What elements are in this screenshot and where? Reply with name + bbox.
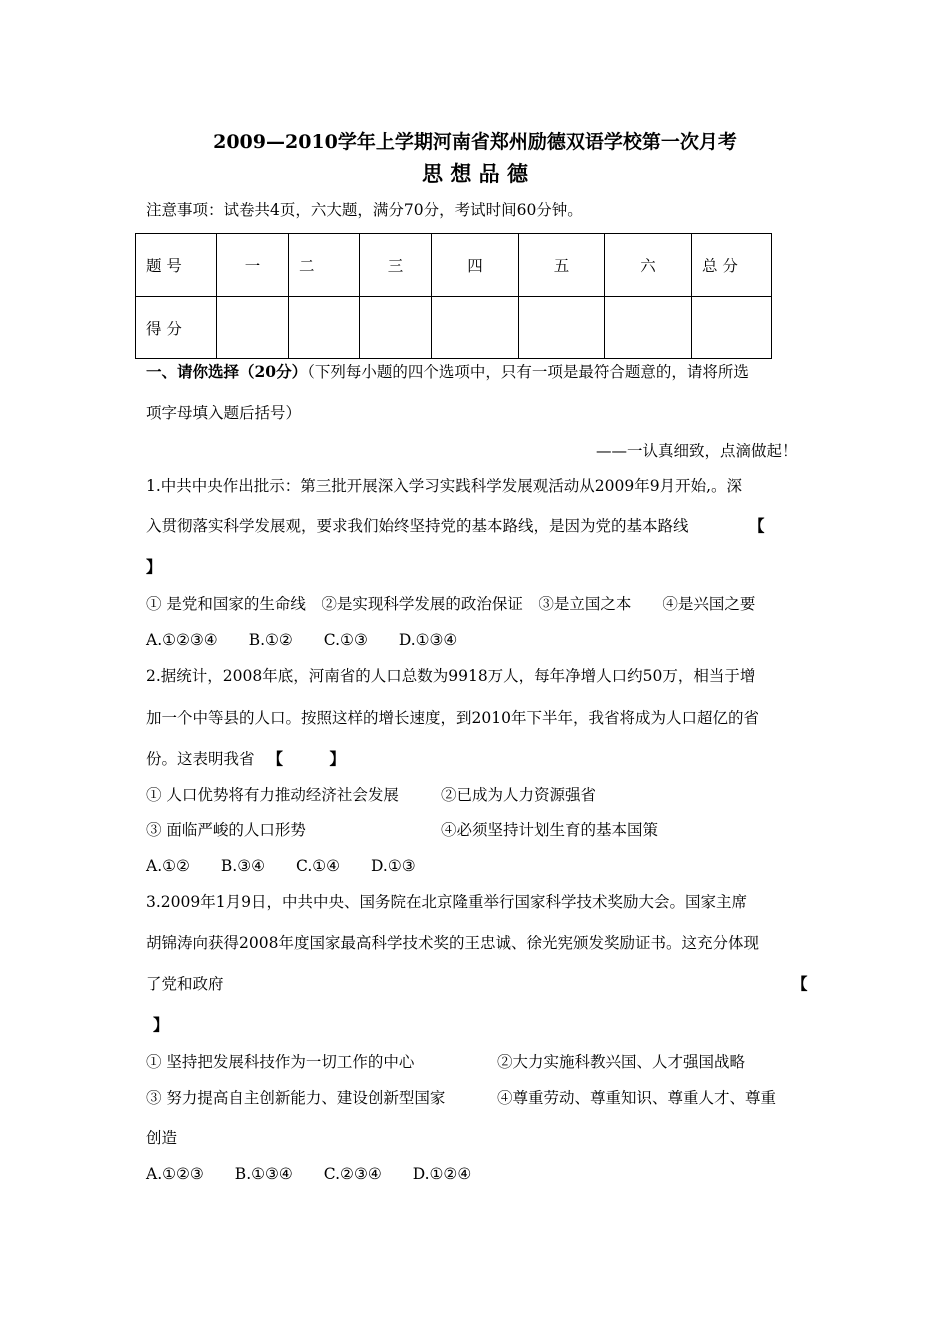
column-header: 四 xyxy=(432,234,519,297)
score-cell[interactable] xyxy=(605,297,692,359)
score-table-header-row xyxy=(136,234,772,297)
column-header: 总 分 xyxy=(692,234,772,297)
q1-answer-bracket-close: 】 xyxy=(146,557,162,576)
score-table-score-row xyxy=(136,297,772,359)
q1-stem-line1: 1.中共中央作出批示：第三批开展深入学习实践科学发展观活动从2009年9月开始,。深 xyxy=(146,477,743,495)
q3-stem-line3: 了党和政府 xyxy=(146,975,224,993)
section-instruction-line2: 项字母填入题后括号） xyxy=(146,404,302,422)
q2-stem-text: 份。这表明我省 xyxy=(146,750,255,768)
score-cell[interactable] xyxy=(692,297,772,359)
q2-answer-bracket[interactable]: 【 】 xyxy=(267,749,345,768)
score-cell[interactable] xyxy=(519,297,605,359)
section-instruction-line1 xyxy=(146,362,749,382)
column-header: 二 xyxy=(289,234,360,297)
q3-stem-line1: 3.2009年1月9日，中共中央、国务院在北京隆重举行国家科学技术奖励大会。国家主席 xyxy=(146,893,747,911)
row-label-number: 题 号 xyxy=(136,234,217,297)
q2-stem-line2: 加一个中等县的人口。按照这样的增长速度，到2010年下半年，我省将成为人口超亿的省 xyxy=(146,709,759,727)
score-cell[interactable] xyxy=(289,297,360,359)
q1-stem-line2: 入贯彻落实科学发展观，要求我们始终坚持党的基本路线，是因为党的基本路线 xyxy=(146,517,689,535)
score-cell[interactable] xyxy=(432,297,519,359)
q2-stem-line3 xyxy=(146,749,345,769)
section-heading: 一、请你选择（20分） xyxy=(146,362,308,381)
q3-choices: A.①②③ B.①③④ C.②③④ D.①②④ xyxy=(146,1165,472,1183)
q3-option-4: ④尊重劳动、尊重知识、尊重人才、尊重 xyxy=(497,1089,777,1107)
column-header: 五 xyxy=(519,234,605,297)
q2-stem-line1: 2.据统计，2008年底，河南省的人口总数为9918万人，每年净增人口约50万，相当于增 xyxy=(146,667,756,685)
subject-title: 思 想 品 德 xyxy=(422,161,528,186)
q1-answer-bracket-open[interactable]: 【 xyxy=(749,516,765,535)
q3-option-2: ②大力实施科教兴国、人才强国战略 xyxy=(497,1053,746,1071)
q2-option-2: ②已成为人力资源强省 xyxy=(441,786,597,804)
q1-choices: A.①②③④ B.①② C.①③ D.①③④ xyxy=(146,631,458,649)
exam-notice: 注意事项：试卷共4页，六大题，满分70分，考试时间60分钟。 xyxy=(146,201,583,219)
q2-option-4: ④必须坚持计划生育的基本国策 xyxy=(441,821,659,839)
q3-option-3: ③ 努力提高自主创新能力、建设创新型国家 xyxy=(146,1089,446,1107)
section-instruction: （下列每小题的四个选项中，只有一项是最符合题意的，请将所选 xyxy=(307,363,749,381)
column-header: 六 xyxy=(605,234,692,297)
q3-option-4-continued: 创造 xyxy=(146,1129,178,1147)
score-cell[interactable] xyxy=(217,297,289,359)
q2-choices: A.①② B.③④ C.①④ D.①③ xyxy=(146,857,416,875)
section-motto: ——一认真细致，点滴做起！ xyxy=(596,442,798,460)
q2-option-3: ③ 面临严峻的人口形势 xyxy=(146,821,306,839)
row-label-score: 得 分 xyxy=(136,297,217,359)
q1-options: ① 是党和国家的生命线 ②是实现科学发展的政治保证 ③是立国之本 ④是兴国之要 xyxy=(146,595,756,613)
score-cell[interactable] xyxy=(360,297,432,359)
column-header: 三 xyxy=(360,234,432,297)
q3-stem-line2: 胡锦涛向获得2008年度国家最高科学技术奖的王忠诚、徐光宪颁发奖励证书。这充分体现 xyxy=(146,934,759,952)
q3-answer-bracket-open[interactable]: 【 xyxy=(792,974,808,993)
q2-option-1: ① 人口优势将有力推动经济社会发展 xyxy=(146,786,399,804)
q3-answer-bracket-close: 】 xyxy=(153,1015,169,1034)
column-header: 一 xyxy=(217,234,289,297)
score-table xyxy=(135,233,772,359)
exam-title: 2009—2010学年上学期河南省郑州励德双语学校第一次月考 xyxy=(213,131,737,153)
q3-option-1: ① 坚持把发展科技作为一切工作的中心 xyxy=(146,1053,415,1071)
